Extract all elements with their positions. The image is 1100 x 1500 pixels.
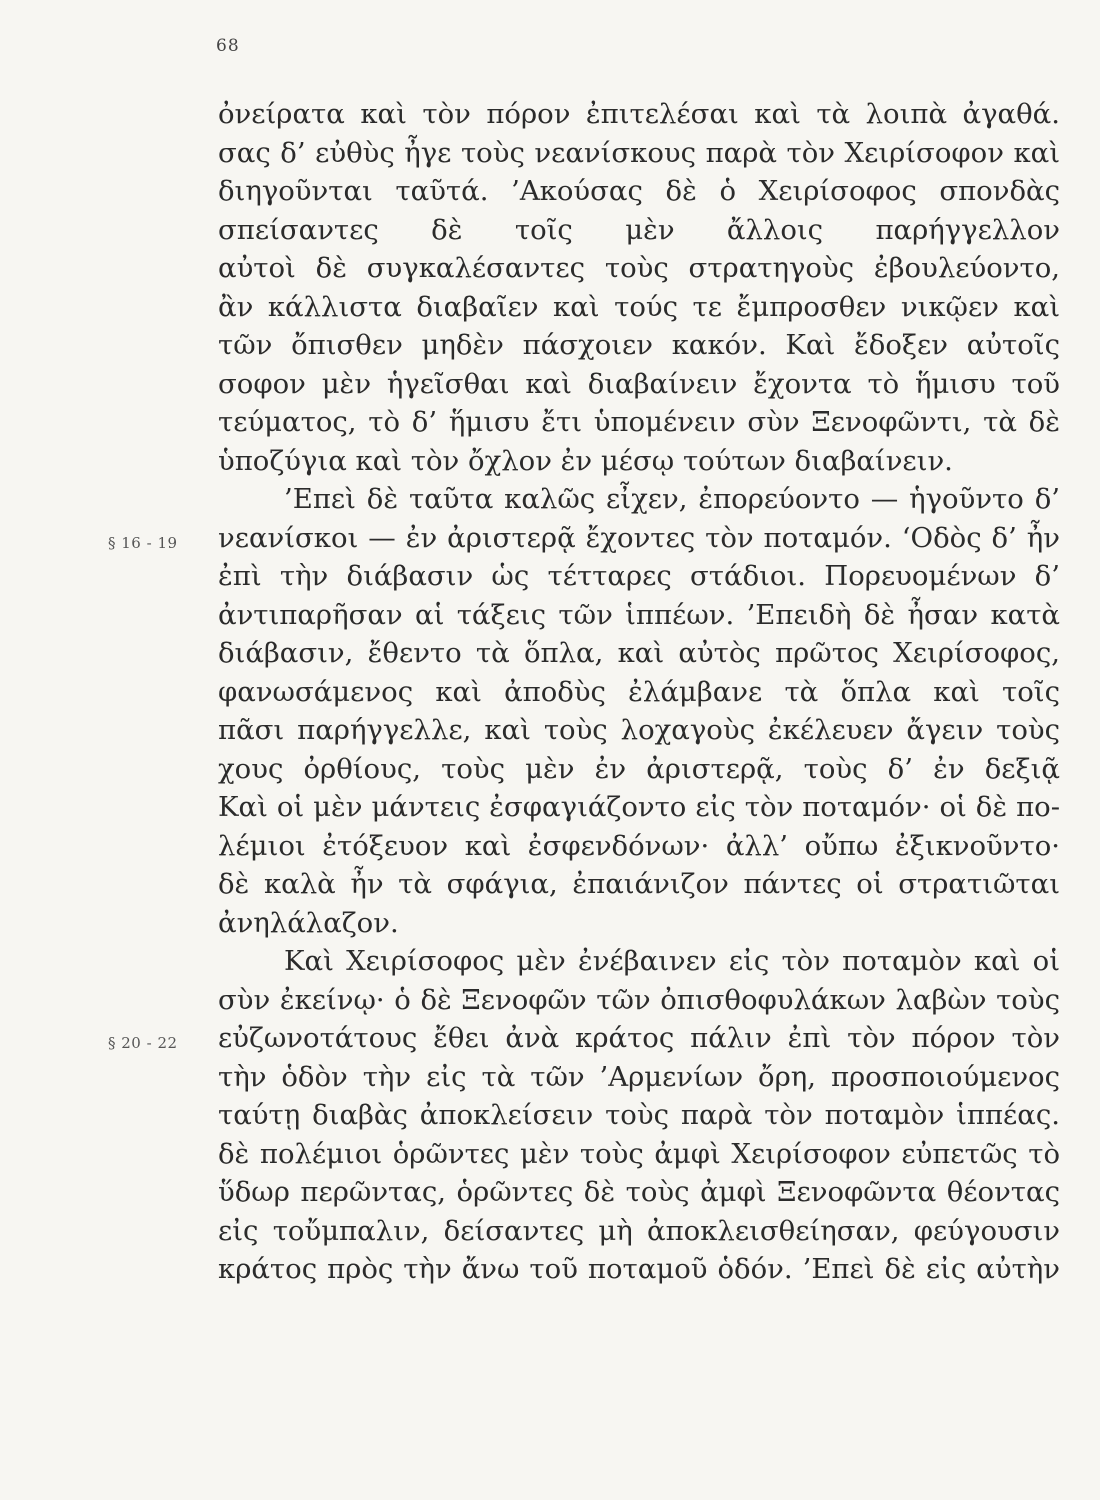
text-line: τὴν ὁδὸν τὴν εἰς τὰ τῶν ’Αρμενίων ὄρη, προσποιούμενος <box>218 1060 1060 1093</box>
text-line: δὲ πολέμιοι ὁρῶντες μὲν τοὺς ἀμφὶ Χειρίσοφον εὐπετῶς τὸ <box>218 1137 1060 1170</box>
text-line: Καὶ οἱ μὲν μάντεις ἐσφαγιάζοντο εἰς τὸν ποταμόν· οἱ δὲ πο- <box>218 791 1060 823</box>
text-line: λέμιοι ἐτόξευον καὶ ἐσφενδόνων· ἀλλ’ οὔπω ἐξικνοῦντο· <box>218 829 1060 862</box>
text-line: ἀντιπαρῆσαν αἱ τάξεις τῶν ἱππέων. ’Επειδὴ δὲ ἦσαν κατὰ <box>218 598 1060 631</box>
paragraph-start-line: Καὶ Χειρίσοφος μὲν ἐνέβαινεν εἰς τὸν ποταμὸν καὶ οἱ <box>284 945 1060 977</box>
text-line: φανωσάμενος καὶ ἀποδὺς ἐλάμβανε τὰ ὅπλα καὶ τοῖς <box>218 675 1060 708</box>
text-line: διάβασιν, ἔθεντο τὰ ὅπλα, καὶ αὐτὸς πρῶτος Χειρίσοφος, <box>218 637 1060 669</box>
text-line: ἂν κάλλιστα διαβαῖεν καὶ τούς τε ἔμπροσθεν νικῷεν καὶ <box>218 290 1060 323</box>
text-line: εἰς τοὔμπαλιν, δείσαντες μὴ ἀποκλεισθείησαν, φεύγουσιν <box>218 1214 1060 1247</box>
text-line: ταύτῃ διαβὰς ἀποκλείσειν τοὺς παρὰ τὸν ποταμὸν ἱππέας. <box>218 1099 1060 1131</box>
margin-note-section-20-22: § 20 - 22 <box>108 1034 178 1052</box>
paragraph-start-line: ’Επεὶ δὲ ταῦτα καλῶς εἶχεν, ἐπορεύοντο — ἡγοῦντο δ’ <box>284 483 1060 515</box>
margin-note-section-16-19: § 16 - 19 <box>108 534 178 552</box>
text-line: ἐπὶ τὴν διάβασιν ὡς τέτταρες στάδιοι. Πορευομένων δ’ <box>218 560 1060 592</box>
text-line: ὕδωρ περῶντας, ὁρῶντες δὲ τοὺς ἀμφὶ Ξενοφῶντα θέοντας <box>218 1176 1060 1208</box>
text-line: τεύματος, τὸ δ’ ἥμισυ ἔτι ὑπομένειν σὺν Ξενοφῶντι, τὰ δὲ <box>218 406 1060 438</box>
text-line: χους ὀρθίους, τοὺς μὲν ἐν ἀριστερᾷ, τοὺς δ’ ἐν δεξιᾷ <box>218 752 1060 785</box>
page-number: 68 <box>216 36 240 56</box>
text-line: νεανίσκοι — ἐν ἀριστερᾷ ἔχοντες τὸν ποταμόν. ‘Οδὸς δ’ ἦν <box>218 521 1060 554</box>
text-line: ἀνηλάλαζον. <box>218 906 399 939</box>
text-line: σὺν ἐκείνῳ· ὁ δὲ Ξενοφῶν τῶν ὀπισθοφυλάκων λαβὼν τοὺς <box>218 983 1060 1016</box>
text-line: αὐτοὶ δὲ συγκαλέσαντες τοὺς στρατηγοὺς ἐβουλεύοντο, <box>218 252 1060 284</box>
greek-text-body <box>218 95 1060 1289</box>
text-line: τῶν ὄπισθεν μηδὲν πάσχοιεν κακόν. Καὶ ἔδοξεν αὐτοῖς <box>218 329 1060 361</box>
text-line: σας δ’ εὐθὺς ἦγε τοὺς νεανίσκους παρὰ τὸν Χειρίσοφον καὶ <box>218 136 1060 169</box>
text-line: πᾶσι παρήγγελλε, καὶ τοὺς λοχαγοὺς ἐκέλευεν ἄγειν τοὺς <box>218 714 1060 746</box>
text-line: κράτος πρὸς τὴν ἄνω τοῦ ποταμοῦ ὁδόν. ’Επεὶ δὲ εἰς αὐτὴν <box>218 1253 1060 1285</box>
text-line: δὲ καλὰ ἦν τὰ σφάγια, ἐπαιάνιζον πάντες οἱ στρατιῶται <box>218 868 1060 900</box>
text-line: σοφον μὲν ἡγεῖσθαι καὶ διαβαίνειν ἔχοντα τὸ ἥμισυ τοῦ <box>218 367 1060 400</box>
text-line: ὀνείρατα καὶ τὸν πόρον ἐπιτελέσαι καὶ τὰ λοιπὰ ἀγαθά. <box>218 98 1060 130</box>
text-line: σπείσαντες δὲ τοῖς μὲν ἄλλοις παρήγγελλον <box>218 213 1060 246</box>
text-line: εὐζωνοτάτους ἔθει ἀνὰ κράτος πάλιν ἐπὶ τὸν πόρον τὸν <box>218 1022 1060 1054</box>
text-line: ὑποζύγια καὶ τὸν ὄχλον ἐν μέσῳ τούτων διαβαίνειν. <box>218 444 953 477</box>
text-line: διηγοῦνται ταῦτά. ’Ακούσας δὲ ὁ Χειρίσοφος σπονδὰς <box>218 175 1060 207</box>
